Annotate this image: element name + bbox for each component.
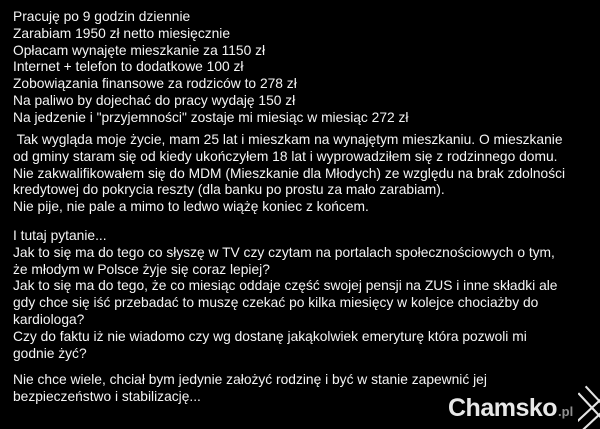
text-line: Opłacam wynajęte mieszkanie za 1150 zł — [13, 42, 266, 58]
text-line: kredytowej do pokrycia reszty (dla banku po prostu za mało zarabiam). — [13, 182, 445, 198]
text-line: I tutaj pytanie... — [13, 228, 107, 243]
chamsko-logo — [448, 383, 600, 429]
text-line: Nie chce wiele, chciał bym jedynie założyć rodzinę i być w stanie zapewnić jej — [13, 372, 487, 387]
chamsko-wordmark — [448, 393, 574, 422]
text-line: kardiologa? — [13, 311, 85, 327]
text-line: Zobowiązania finansowe za rodziców to 278 zł — [13, 76, 297, 92]
text-line: Czy do faktu iż nie wiadomo czy wg dostanę jakąkolwiek emeryturę która pozwoli mi — [13, 328, 527, 344]
logo-domain-suffix: .pl — [558, 403, 574, 419]
paragraph-life-story — [13, 132, 596, 216]
rotated-hash-icon — [578, 383, 600, 429]
text-line: Nie zakwalifikowałem się do MDM (Mieszkanie dla Młodych) ze względu na brak zdolności — [13, 165, 566, 181]
text-line: Nie pije, nie pale a mimo to ledwo wiążę koniec z końcem. — [13, 199, 369, 215]
text-line: Zarabiam 1950 zł netto miesięcznie — [13, 25, 231, 41]
text-line: Na paliwo by dojechać do pracy wydaję 150 zł — [13, 92, 296, 108]
text-line: Jak to się ma do tego, że co miesiąc oddaje część swojej pensji na ZUS i inne składki ale — [13, 278, 558, 294]
text-line: godnie żyć? — [13, 345, 87, 361]
text-line: od gminy staram się od kiedy ukończyłem 18 lat i wyprowadziłem się z rodzinnego domu. — [13, 148, 558, 164]
paragraph-budget-list — [13, 9, 596, 127]
logo-brand-text: Chamsko — [448, 393, 558, 422]
text-line: Pracuję po 9 godzin dziennie — [13, 9, 191, 24]
text-line: Na jedzenie i "przyjemności" zostaje mi miesiąc w miesiąc 272 zł — [13, 109, 409, 125]
text-line: że młodym w Polsce żyje się coraz lepiej? — [13, 261, 270, 277]
text-line: Jak to się ma do tego co słyszę w TV czy czytam na portalach społecznościowych o tym, — [13, 244, 555, 260]
paragraph-questions — [13, 228, 596, 362]
text-line: gdy chce się iść przebadać to muszę czekać po kilka miesięcy w kolejce chociażby do — [13, 295, 539, 311]
text-line: Internet + telefon to dodatkowe 100 zł — [13, 59, 244, 75]
text-line: bezpieczeństwo i stabilizację... — [13, 388, 201, 404]
text-line: Tak wygląda moje życie, mam 25 lat i mieszkam na wynajętym mieszkaniu. O mieszkanie — [13, 132, 563, 147]
